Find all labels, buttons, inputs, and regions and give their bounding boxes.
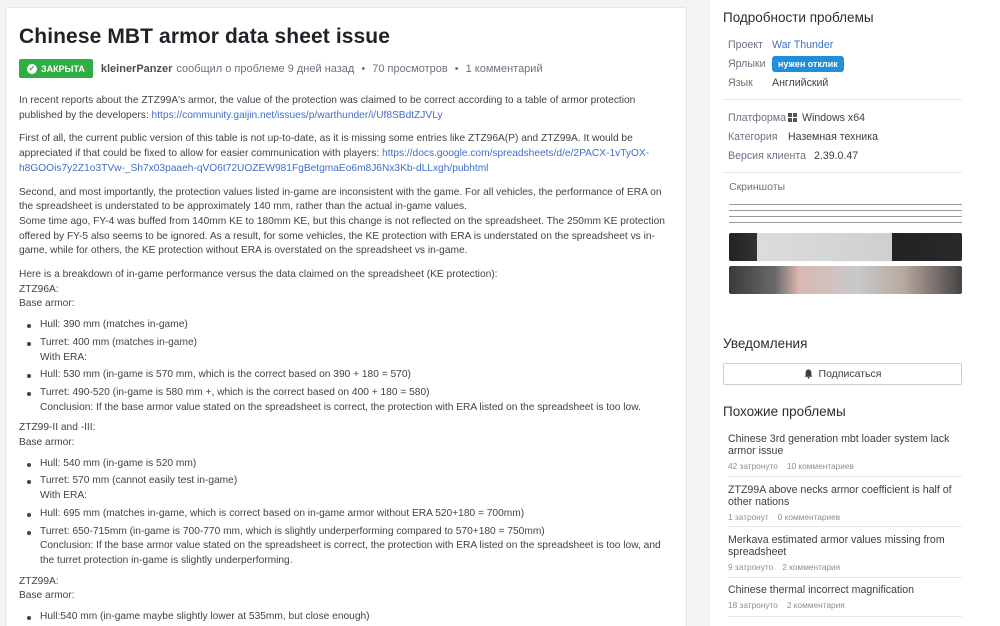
divider [728,577,962,578]
similar-issue-meta: 9 затронуто 2 комментария [728,562,841,573]
tag-badge[interactable]: нужен отклик [772,56,844,72]
divider [723,172,962,173]
version-label: Версия клиента [728,149,806,162]
paragraph: First of all, the current public version of this table is not up-to-date, as it is missing some entries like ZTZ96A(P) and ZTZ99A. It would be appreciated if that could be fixed to allow for easier communication with players: https://docs.google.com/spreadsheets/d/e/2PACX-1vTyOX-h8GOOis7y2Z1o3TVw-_Sh7x03paaeh-qVO6t72UOZEW981FgBetgmaEo6m8J6Nx3Kb-dLLxgh/pubhtml [19,133,650,174]
list-item: Hull: 390 mm (matches in-game) [40,318,673,333]
issue-link[interactable]: https://community.gaijin.net/issues/p/warthunder/i/Uf8SBdtZJVLy [151,109,443,121]
list [40,318,673,415]
comments-count[interactable]: 1 комментарий [465,62,543,75]
vehicle-heading: ZTZ96A: [19,283,59,295]
list-item: Hull: 540 mm (in-game is 520 mm) [40,457,673,472]
similar-issue-title: Chinese thermal incorrect magnification [728,584,915,596]
base-armor-label: Base armor: [19,590,75,602]
screenshot-thumbnail-2[interactable] [729,233,962,261]
category-value: Наземная техника [788,130,878,143]
screenshot-thumbnail-1[interactable] [729,199,962,227]
similar-issue[interactable] [728,584,962,610]
list [40,610,673,625]
list [40,457,673,569]
language-label: Язык [728,76,753,89]
issue-body [19,94,673,625]
subscribe-button[interactable]: Подписаться [723,363,962,385]
list-item: Turret: 570 mm (cannot easily test in-game) With ERA: [40,474,673,503]
vehicle-heading: ZTZ99-II and -III: [19,422,96,434]
env-group [728,108,962,165]
similar-issue[interactable] [728,484,962,522]
notifications-title: Уведомления [723,336,808,351]
paragraph: Second, and most importantly, the protection values listed in-game are inconsistent with the game. For all vehicles, the performance of ERA on the spreadsheet is understated to be approximately 140 mm, rather than the actual in-game values. Some time ago, FY-4 was buffed from 140mm KE to 180mm KE, but this change is not reflected on the spreadsheet. The 250mm KE protection offered by FY-5 also seems to be ignored. As a result, for some vehicles, the KE protection with ERA is understated on the spreadsheet vs in-game, while for others, the KE protection without ERA is overstated on the spreadsheet vs in-game. [19,186,665,257]
language-value: Английский [772,76,829,89]
list-item: Turret: 400 mm (matches in-game) With ERA: [40,336,673,365]
check-icon: ✓ [28,63,36,73]
similar-issue-meta: 18 затронуто 2 комментария [728,600,845,611]
paragraph: In recent reports about the ZTZ99A's armor, the value of the protection was claimed to be correct according to a table of armor protection published by the developers: https://community.gaijin.net/issues/p/warthunder/i/Uf8SBdtZJVLy [19,95,636,121]
similar-issue-title: ZTZ99A above necks armor coefficient is half of other nations [728,484,952,509]
status-badge: ✓ ЗАКРЫТА [19,59,93,78]
vehicle-heading: ZTZ99A: [19,575,59,587]
similar-issue-title: Chinese 3rd generation mbt loader system lack armor issue [728,433,950,458]
project-label: Проект [728,38,763,51]
base-armor-label: Base armor: [19,437,75,449]
platform-value: Windows x64 [802,111,865,124]
category-label: Категория [728,130,778,143]
bell-icon [804,369,813,379]
issue-meta [19,59,673,78]
issue-title: Chinese MBT armor data sheet issue [19,25,391,48]
similar-title: Похожие проблемы [723,404,846,419]
list-item: Hull: 695 mm (matches in-game, which is correct based on in-game armor without ERA 520+180 = 700mm) [40,507,673,522]
divider [728,526,962,527]
list-item: Turret: 490-520 (in-game is 580 mm +, which is the correct based on 400 + 180 = 580) Conclusion: If the base armor value stated on the spreadsheet is correct, the protection with ERA listed on the spreadsheet is too low. [40,386,673,415]
separator: • [361,62,366,75]
paragraph: Here is a breakdown of in-game performance versus the data claimed on the spreadsheet (KE protection): [19,269,498,281]
details-title: Подробности проблемы [723,10,874,25]
similar-issue[interactable] [728,534,962,572]
divider [728,616,962,617]
screenshots-label: Скриншоты [729,181,786,193]
windows-icon [788,113,797,122]
similar-issue-title: Merkava estimated armor values missing from spreadsheet [728,534,945,559]
divider [728,476,962,477]
list-item: Hull: 530 mm (in-game is 570 mm, which is the correct based on 390 + 180 = 570) [40,368,673,383]
similar-issue-meta: 42 затронуто 10 комментариев [728,461,854,472]
tags-label: Ярлыки [728,57,766,70]
reported-text: сообщил о проблеме 9 дней назад [176,62,355,75]
divider [723,99,962,100]
author-link[interactable]: kleinerPanzer [100,62,173,75]
similar-issue-meta: 1 затронут 0 комментариев [728,512,841,523]
screenshot-thumbnail-3[interactable] [729,266,962,294]
issue-card [5,7,687,626]
list-item: Hull:540 mm (in-game maybe slightly lower at 535mm, but close enough) [40,610,673,625]
base-armor-label: Base armor: [19,298,75,310]
separator: • [454,62,459,75]
similar-issue[interactable] [728,433,962,471]
views-count: 70 просмотров [372,62,448,75]
version-value: 2.39.0.47 [814,149,859,162]
details-group [728,35,962,92]
spreadsheet-link[interactable]: https://docs.google.com/spreadsheets/d/e/2PACX-1vTyOX-h8GOOis7y2Z1o3TVw-_Sh7x03paaeh-qVO6t72UOZEW981FgBetgmaEo6m8J6Nx3Kb-dLLxgh/pubhtml [19,148,650,174]
platform-label: Платформа [728,111,786,124]
sidebar [710,0,1000,626]
project-link[interactable]: War Thunder [772,38,834,51]
list-item: Turret: 650-715mm (in-game is 700-770 mm, which is slightly underperforming compared to 570+180 = 750mm) Conclusion: If the base armor value stated on the spreadsheet is correct, the protection with ERA listed on the spreadsheet is too low, and the turret protection in-game is slightly underperforming. [40,525,673,569]
